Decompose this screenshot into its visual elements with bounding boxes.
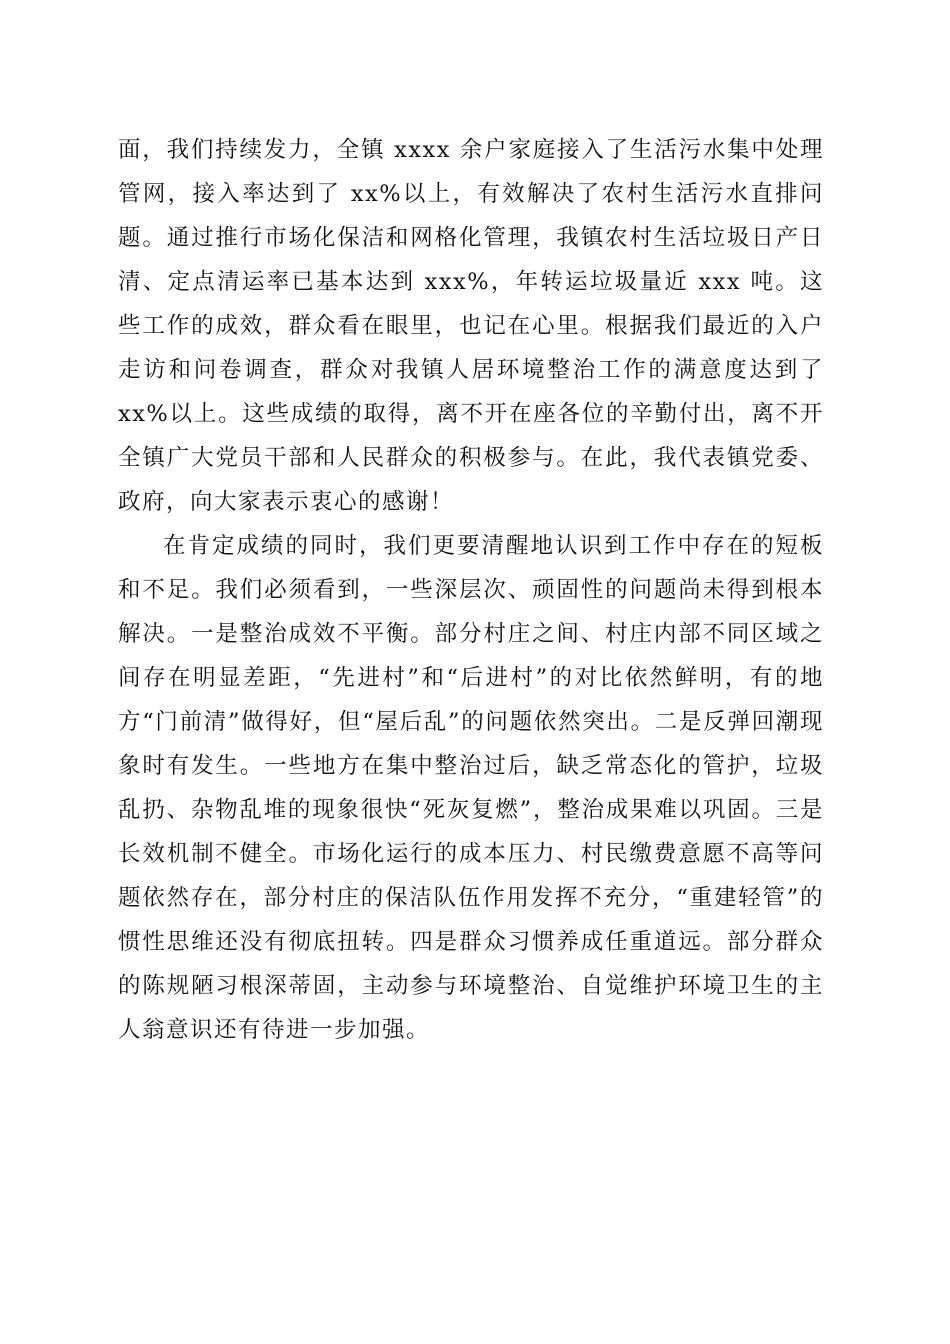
paragraph-continued: 面，我们持续发力，全镇 xxxx 余户家庭接入了生活污水集中处理管网，接入率达到了 xx%以上，有效解决了农村生活污水直排问题。通过推行市场化保洁和网格化管理，我镇农村生活垃圾日产日清、定点清运率已基本达到 xxx%，年转运垃圾量近 xxx 吨。这些工作的成效，群众看在眼里，也记在心里。根据我们最近的入户走访和问卷调查，群众对我镇人居环境整治工作的满意度达到了 xx%以上。这些成绩的取得，离不开在座各位的辛勤付出，离不开全镇广大党员干部和人民群众的积极参与。在此，我代表镇党委、政府，向大家表示衷心的感谢！ [118,137,824,515]
document-body [118,128,824,1052]
paragraph-shortcomings: 在肯定成绩的同时，我们更要清醒地认识到工作中存在的短板和不足。我们必须看到，一些深层次、顽固性的问题尚未得到根本解决。一是整治成效不平衡。部分村庄之间、村庄内部不同区域之间存在明显差距，“先进村”和“后进村”的对比依然鲜明，有的地方“门前清”做得好，但“屋后乱”的问题依然突出。二是反弹回潮现象时有发生。一些地方在集中整治过后，缺乏常态化的管护，垃圾乱扔、杂物乱堆的现象很快“死灰复燃”，整治成果难以巩固。三是长效机制不健全。市场化运行的成本压力、村民缴费意愿不高等问题依然存在，部分村庄的保洁队伍作用发挥不充分，“重建轻管”的惯性思维还没有彻底扭转。四是群众习惯养成任重道远。部分群众的陈规陋习根深蒂固，主动参与环境整治、自觉维护环境卫生的主人翁意识还有待进一步加强。 [118,533,824,1043]
